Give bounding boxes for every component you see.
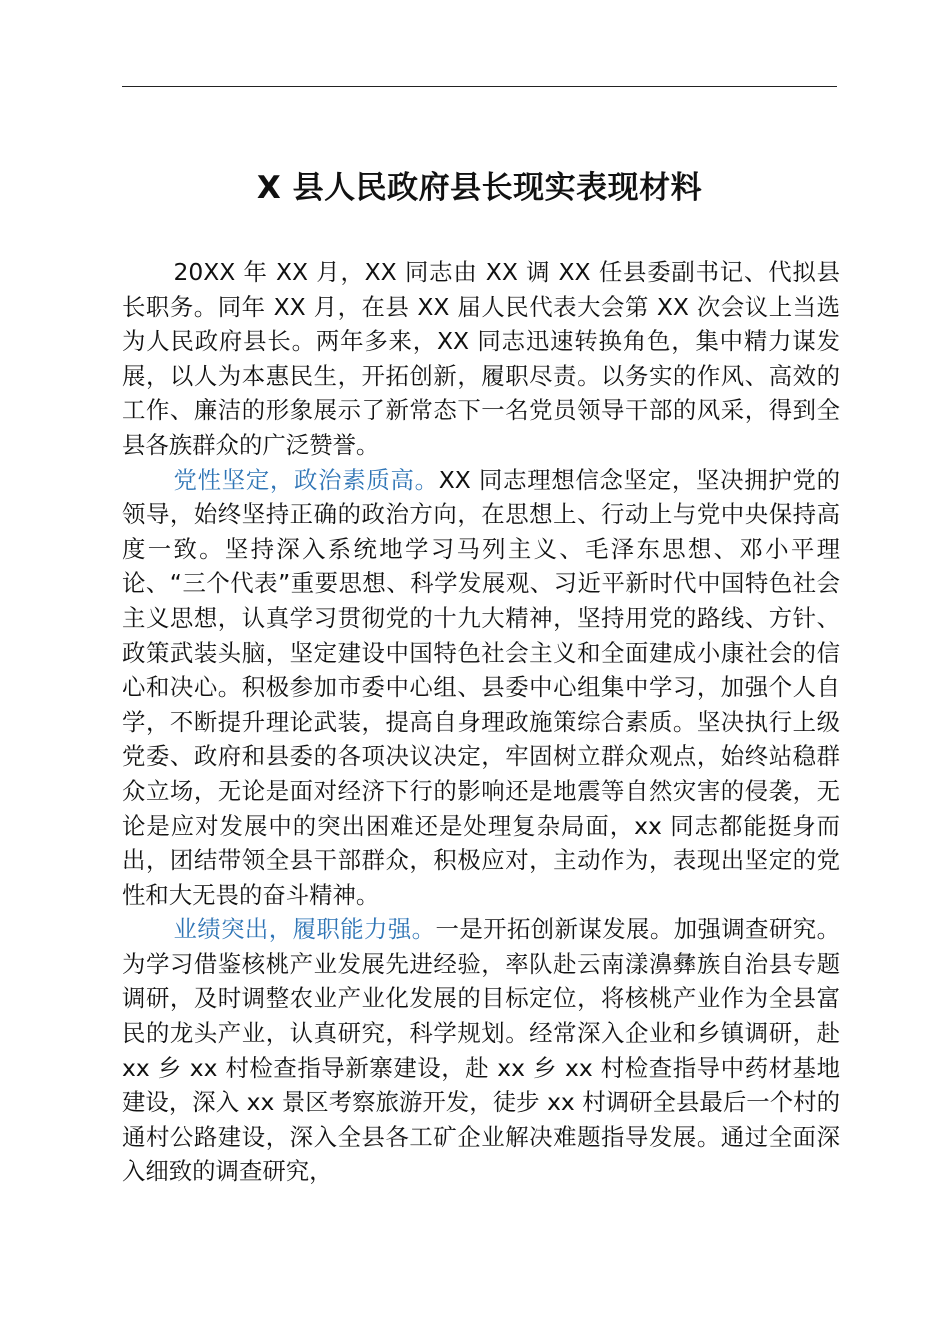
section-heading-performance: 业绩突出，履职能力强。 [173, 915, 436, 944]
paragraph-performance [122, 912, 840, 1189]
paragraph-party-spirit-text: XX 同志理想信念坚定，坚决拥护党的领导，始终坚持正确的政治方向，在思想上、行动上与党中央保持高度一致。坚持深入系统地学习马列主义、毛泽东思想、邓小平理论、“三个代表”重要思想、科学发展观、习近平新时代中国特色社会主义思想，认真学习贯彻党的十九大精神，坚持用党的路线、方针、政策武装头脑，坚定建设中国特色社会主义和全面建成小康社会的信心和决心。积极参加市委中心组、县委中心组集中学习，加强个人自学，不断提升理论武装，提高自身理政施策综合素质。坚决执行上级党委、政府和县委的各项决议决定，牢固树立群众观点，始终站稳群众立场，无论是面对经济下行的影响还是地震等自然灾害的侵袭，无论是应对发展中的突出困难还是处理复杂局面，xx 同志都能挺身而出，团结带领全县干部群众，积极应对，主动作为，表现出坚定的党性和大无畏的奋斗精神。 [122, 465, 841, 909]
paragraph-party-spirit [122, 463, 840, 913]
section-heading-party-spirit: 党性坚定，政治素质高。 [173, 465, 439, 494]
document-title: X 县人民政府县长现实表现材料 [256, 170, 703, 206]
header-rule [122, 86, 837, 87]
paragraph-intro [122, 255, 840, 463]
paragraph-performance-text: 一是开拓创新谋发展。加强调查研究。为学习借鉴核桃产业发展先进经验，率队赴云南漾濞彝族自治县专题调研，及时调整农业产业化发展的目标定位，将核桃产业作为全县富民的龙头产业，认真研究，科学规划。经常深入企业和乡镇调研，赴 xx 乡 xx 村检查指导新寨建设，赴 xx 乡 xx 村检查指导中药材基地建设，深入 xx 景区考察旅游开发，徒步 xx 村调研全县最后一个村的通村公路建设，深入全县各工矿企业解决难题指导发展。通过全面深入细致的调查研究， [122, 915, 841, 1186]
document-body [122, 255, 840, 1189]
paragraph-intro-text: 20XX 年 XX 月，XX 同志由 XX 调 XX 任县委副书记、代拟县长职务。同年 XX 月，在县 XX 届人民代表大会第 XX 次会议上当选为人民政府县长。两年多来，XX 同志迅速转换角色，集中精力谋发展，以人为本惠民生，开拓创新，履职尽责。以务实的作风、高效的工作、廉洁的形象展示了新常态下一名党员领导干部的风采，得到全县各族群众的广泛赞誉。 [122, 258, 840, 459]
